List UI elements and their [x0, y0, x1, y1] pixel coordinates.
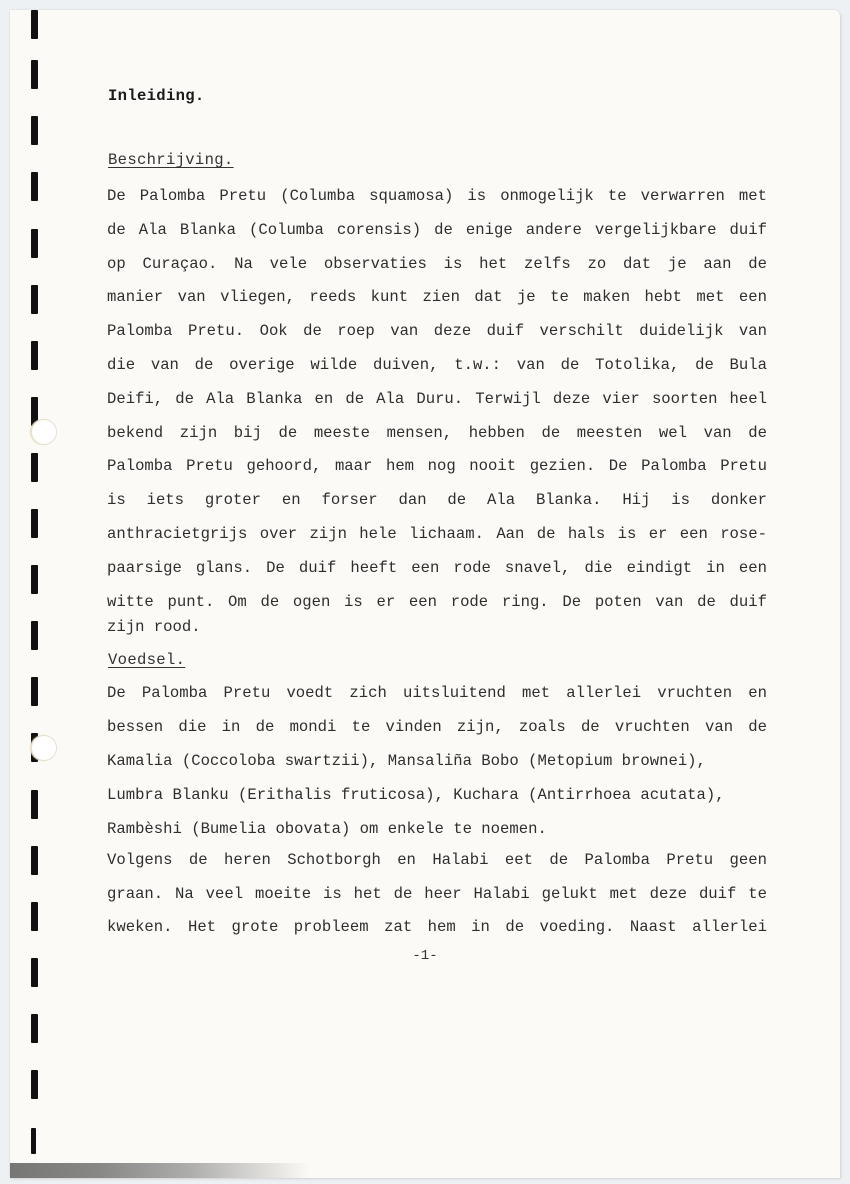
paragraph-line: paarsige glans. De duif heeft een rode snavel, die eindigt in een [107, 559, 767, 577]
paragraph-line: bessen die in de mondi te vinden zijn, zoals de vruchten van de [107, 718, 767, 736]
section-heading-beschrijving: Beschrijving. [108, 151, 234, 169]
paragraph-line: Kamalia (Coccoloba swartzii), Mansaliña Bobo (Metopium brownei), [107, 752, 706, 770]
binding-mark [31, 902, 38, 931]
binding-mark [31, 341, 38, 370]
paragraph-line: Volgens de heren Schotborgh en Halabi eet de Palomba Pretu geen [107, 851, 767, 869]
binding-mark [31, 1014, 38, 1043]
paragraph-line: Palomba Pretu gehoord, maar hem nog nooit gezien. De Palomba Pretu [107, 457, 767, 475]
punch-hole [31, 419, 57, 445]
paragraph-line: Lumbra Blanku (Erithalis fruticosa), Kuchara (Antirrhoea acutata), [107, 786, 725, 804]
section-heading-voedsel: Voedsel. [108, 651, 186, 669]
binding-mark [31, 677, 38, 706]
paragraph-line: De Palomba Pretu (Columba squamosa) is onmogelijk te verwarren met [107, 187, 767, 205]
paragraph-line: De Palomba Pretu voedt zich uitsluitend met allerlei vruchten en [107, 684, 767, 702]
binding-mark [31, 621, 38, 650]
binding-mark [31, 116, 38, 145]
binding-mark [31, 453, 38, 482]
binding-mark [31, 10, 38, 39]
page-number: -1- [412, 948, 438, 964]
binding-mark [31, 509, 38, 538]
paragraph-line: die van de overige wilde duiven, t.w.: van de Totolika, de Bula [107, 356, 767, 374]
binding-mark [31, 790, 38, 819]
punch-hole [31, 735, 57, 761]
paragraph-line: is iets groter en forser dan de Ala Blanka. Hij is donker [107, 491, 767, 509]
document-title: Inleiding. [108, 87, 205, 105]
binding-mark [31, 172, 38, 201]
binding-mark [31, 60, 38, 89]
binding-mark [31, 1070, 38, 1099]
binding-mark [31, 1128, 36, 1154]
binding-mark [31, 846, 38, 875]
paragraph-line: de Ala Blanka (Columba corensis) de enige andere vergelijkbare duif [107, 221, 767, 239]
paragraph-line: bekend zijn bij de meeste mensen, hebben de meesten wel van de [107, 424, 767, 442]
paragraph-line: manier van vliegen, reeds kunt zien dat je te maken hebt met een [107, 288, 767, 306]
paragraph-line: witte punt. Om de ogen is er een rode ring. De poten van de duif [107, 593, 767, 611]
binding-mark [31, 285, 38, 314]
paragraph-line: Rambèshi (Bumelia obovata) om enkele te noemen. [107, 820, 547, 838]
paragraph-line: Deifi, de Ala Blanka en de Ala Duru. Terwijl deze vier soorten heel [107, 390, 767, 408]
paragraph-line: graan. Na veel moeite is het de heer Halabi gelukt met deze duif te [107, 885, 767, 903]
paragraph-line: anthracietgrijs over zijn hele lichaam. Aan de hals is er een rose- [107, 525, 767, 543]
paragraph-line: kweken. Het grote probleem zat hem in de voeding. Naast allerlei [107, 918, 767, 936]
binding-mark [31, 565, 38, 594]
paragraph-line: op Curaçao. Na vele observaties is het zelfs zo dat je aan de [107, 255, 767, 273]
paragraph-line: zijn rood. [107, 618, 201, 636]
binding-mark [31, 229, 38, 258]
scan-edge-shadow [10, 1163, 310, 1178]
paragraph-line: Palomba Pretu. Ook de roep van deze duif verschilt duidelijk van [107, 322, 767, 340]
